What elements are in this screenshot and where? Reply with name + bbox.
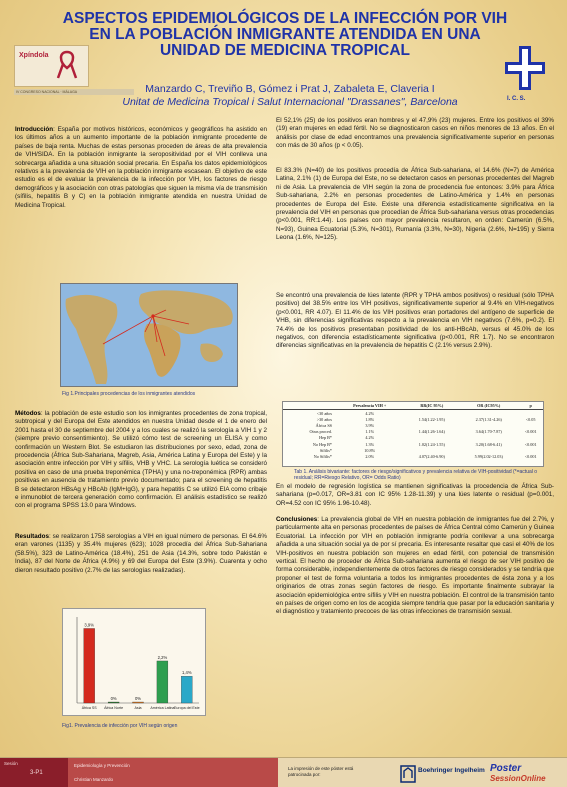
table-cell: África SS	[315, 422, 332, 428]
table-cell: 5.99(2.02-12.03)	[474, 453, 503, 459]
bar	[157, 661, 168, 703]
table-cell	[404, 410, 459, 417]
table-cell: 1.02(1.24-1.55)	[418, 441, 445, 447]
congress-bar: IV CONGRESO NACIONAL · MÁLAGA	[14, 89, 134, 95]
session-label: Sesión	[4, 761, 18, 766]
tick-label: América Latina	[150, 706, 175, 710]
table-cell: 1.54(1.22-1.95)	[418, 416, 445, 422]
congress-logo	[14, 45, 89, 87]
table-cell: 3.9%	[365, 422, 375, 428]
table-row	[283, 410, 543, 417]
poster-session-word2: SessionOnline	[490, 774, 546, 783]
poster-title: ASPECTOS EPIDEMIOLÓGICOS DE LA INFECCIÓN POR VIH EN LA POBLACIÓN INMIGRANTE ATENDIDA EN UNA UNIDAD DE MEDICINA TROPICAL	[62, 10, 508, 59]
data-label: 3,9%	[84, 622, 94, 628]
conclusions-label: Conclusiones	[276, 516, 318, 523]
prevalence-chart	[62, 608, 206, 716]
table-cell: 3.64(1.70-7.87)	[475, 429, 502, 435]
boehringer-name: Boehringer Ingelheim	[418, 767, 485, 774]
table-body	[283, 410, 543, 460]
results-label: Resultados	[15, 533, 49, 540]
table-header-row	[283, 402, 543, 410]
table-header-cell: RR(IC 95%)	[404, 402, 459, 410]
table-cell: <0.05	[525, 416, 536, 422]
table-caption: Tab 1. Análisis bivariante: factores de riesgo/significativos y prevalencia relativa de VIH-positividad (*=actual o residual; RR=Riesgo Relativo, OR= Odds Ratio)	[294, 469, 538, 481]
table-cell: 1.8%	[365, 416, 375, 422]
table-cell	[459, 410, 518, 417]
topic-label: Epidemiología y Prevención	[74, 763, 130, 768]
poster-footer	[0, 757, 567, 787]
table-cell: <0.001	[524, 441, 537, 447]
topic-box	[68, 758, 278, 787]
tick-label: África SS	[81, 706, 97, 710]
tick-label: Asia	[134, 706, 142, 710]
table-row	[283, 453, 543, 459]
bar	[84, 628, 95, 703]
table-cell: Otras proced.	[309, 429, 332, 435]
session-box	[0, 758, 68, 787]
conclusions-text: : La prevalencia global de VIH en nuestra población de inmigrantes fue del 2.7%, y particularmente alta en personas procedentes de países de África Central cómo Camerún y Guinea Ecuatorial. La infección por VIH en población inmigrante podría conllevar a una sobrecarga añadida a una situación social ya de por sí precaria. Es interesante resaltar que casi el 40% de los VIH-positivos en nuestra población son mujeres en edad fértil, con potencial de transmisión vertical. El hecho de proceder de África Sub-sahariana aumenta el riesgo de ser VIH positivo de forma considerable, independientemente de otros factores de riesgo considerados y se tendría que proponer el test de forma voluntaria a todos los inmigrantes procedentes de ésta zona y a los originarios de otras zonas según factores de riesgo. Es importante finalmente subrayar la asociación epidemiológica entre sífilis y VIH en nuestra población. El control de la transmisión tanto en países de origen como en los de acogida siempre tendría que pasar por la educación sanitaria y el diagnóstico y tratamiento precoces de las otras infecciones de transmisión sexual.	[276, 516, 554, 616]
bar	[108, 702, 119, 703]
regression-result: En el modelo de regresión logística se mantienen significativas la procedencia de África Sub-sahariana (p=0.017, OR=3.81 con IC 95% 1.28-11.39) y una lúes latente o residual (p=0.001, OR=4.52 con IC 95% 1.96-10.48).	[276, 483, 554, 507]
poster-session-word1: Poster	[490, 763, 522, 774]
bivariate-table-grid	[283, 402, 543, 460]
data-label: 2,2%	[157, 654, 168, 660]
methods-text: : la población de este estudio son los inmigrantes procedentes de zona tropical, subtropical y del Europa del Este atendidos en nuestra Unidad desde el 1 de enero del 2001 hasta el 30 de septiembre del 2004 y a los cuales se realizó la serología a VIH 1 y 2 (siempre previo consentimiento). Se utilizó cómo test de screening un ELISA y como confirmación un Western Blot. Se estudiaron las distribuciones por sexo, edad, zona de procedencia (África Sub-Sahariana, Magreb, Asia, América Latina y Europa del Este) y la asociación entre infección por VIH y sífilis, VHB y VHC. La serología luética se consideró positiva en caso de una prueba treponémica (TPHA) y una no-treponémica (RPR) ambas positivas en ausencia de tratamiento previo documentado; para el screening de hepatitis B se detectaron HBsAg y HBcAb (IgM+IgG), y para hepatitis C se utilizó EIA como cribaje e inmunoblot de tercera generación como confirmación. El análisis estadístico se realizó con el programa SPSS 13.0 para Windows.	[15, 410, 267, 510]
table-cell: 2.37(1.31-4.26)	[475, 416, 502, 422]
session-code: 3-P1	[30, 770, 43, 776]
congress-logo-text: Xpíndola	[19, 52, 49, 59]
table-cell: >30 años	[316, 416, 332, 422]
table-header-cell: OR (IC95%)	[459, 402, 518, 410]
table-cell: 1.44(1.26-1.64)	[418, 429, 445, 435]
table-cell: Hep B*	[319, 435, 332, 441]
table-cell: No Sífilis*	[313, 453, 332, 459]
authors: Manzardo C, Treviño B, Gómez i Prat J, Zabaleta E, Claveria I	[145, 83, 435, 95]
ribbon-icon	[55, 50, 79, 80]
data-label: 0%	[134, 696, 142, 701]
conclusions	[276, 516, 554, 617]
table-cell	[518, 410, 543, 417]
introduction	[15, 126, 267, 210]
results-coinfection: Se encontró una prevalencia de lúes latente (RPR y TPHA ambos positivos) o residual (sólo TPHA positivo) del 38.5% entre los VIH positivos, significativamente superior al 9.4% en VIH-negativos (p<0.001, RR 4.07). El 11.4% de los VIH positivos eran portadores del antígeno de superficie de VHB, sin diferencias significativas respecto a la prevalencia en VIH negativos (7.6%, p=0.2). El 74.4% de los positivos presentaban positividad de los anti-HBcAb, versus el 45.0% de los negativos, con diferencia estadísticamente significativa (p<0.001, RR 1.7). No se encontraron diferencias significativas en la prevalencia de hepatitis C (2.1% versus 2.9%).	[276, 292, 554, 350]
table-cell: No Hep B*	[312, 441, 332, 447]
table-cell: Sífilis*	[319, 447, 332, 453]
results-origin: El 83.3% (N=40) de los positivos procedía de África Sub-sahariana, el 14.6% (N=7) de América Latina, 2.1% (1) de Europa del Este, no se detectaron casos en personas procedentes del Magreb ni de Asia. La prevalencia de VIH según la zona de procedencia fue entonces: 3.9% para África Sub-sahariana, 2.2% en personas procedentes de Latino-América y 1.4% en personas procedentes de Europa del Este. Existe una diferencia estadísticamente significativa en la prevalencia del VIH en personas que procedían de África Sub-sahariana versus otras procedencias (p<0.001, RR:1.44). Los países con mayor prevalencia resultaron, en orden: Camerún (6.5%, N=93), Guinea Ecuatorial (5.3%, N=301), Rumanía (3.3%, N=30), Nigeria (2.6%, N=195) y Sierra Leona (1.6%, N=125).	[276, 167, 554, 242]
table-header-cell: Prevalencia VIH +	[335, 402, 404, 410]
intro-label: Introducción	[15, 126, 54, 133]
ics-label: I. C. S.	[507, 96, 526, 102]
table-cell: <0.001	[524, 453, 537, 459]
bivariate-table	[282, 401, 544, 467]
tick-label: África Norte	[104, 706, 124, 710]
world-map-graphic	[61, 284, 238, 387]
map-caption: Fig 1.Principales procedencias de los inmigrantes atendidos	[62, 391, 196, 397]
sponsor-note: La impresión de este póster está patrocinada por:	[288, 766, 354, 777]
data-label: 0%	[110, 696, 117, 701]
table-cell: <30 años	[316, 410, 332, 416]
tick-label: Europa del Este	[174, 706, 200, 710]
world-map	[60, 283, 238, 387]
table-cell: 1.3%	[365, 441, 375, 447]
table-cell: 10.8%	[364, 447, 376, 453]
bar	[181, 676, 192, 703]
intro-text: : España por motivos históricos, económicos y geográficos ha asistido en los últimos años a un aumento importante de la población inmigrante procedente de países de baja renta. Muchas de estas personas proceden de áreas de alta prevalencia de VIH/SIDA. En la población inmigrante la seropositividad por el VIH conlleva una sobrecarga añadida a una situación social precaria. En España los datos epidemiológicos relativos a la prevalencia de VIH en la población inmigrante escasean. El objetivo de este estudio es el de evaluar la prevalencia de la infección por VIH, los factores de riesgo demográficos y la asociación con otras patologías que siguen la misma vía de transmisión (sífilis, hepatitis B y C) en la población inmigrante atendida en nuestra Unidad de Medicina Tropical.	[15, 126, 267, 209]
boehringer-icon	[400, 765, 416, 783]
table-cell: <0.001	[524, 429, 537, 435]
table-cell: 1.1%	[365, 429, 375, 435]
bar	[133, 702, 144, 703]
table-cell: 4.2%	[365, 435, 375, 441]
methods-label: Métodos	[15, 410, 41, 417]
boehringer-logo	[400, 764, 485, 784]
poster-session-logo	[490, 761, 565, 785]
poster-header	[0, 0, 567, 110]
table-header-cell: p	[518, 402, 543, 410]
affiliation: Unitat de Medicina Tropical i Salut Internacional "Drassanes", Barcelona	[122, 96, 458, 108]
table-cell: 2.0%	[365, 453, 375, 459]
results	[15, 533, 267, 575]
prevalence-chart-svg	[63, 609, 207, 717]
table-cell: 4.2%	[365, 410, 375, 416]
author-label: Christian Manzardo	[74, 777, 114, 782]
table-header-cell	[283, 402, 335, 410]
results-sex: El 52,1% (25) de los positivos eran hombres y el 47,9% (23) mujeres. Entre los positivos el 39% (19) eran mujeres en edad fértil. No se diagnosticaron casos en niños menores de 13 años. En el análisis por clase de edad encontramos una prevalencia significativamente superior en personas con más de 30 años (p < 0.05).	[276, 117, 554, 150]
results-text: : se realizaron 1758 serologías a VIH en igual número de personas. El 64.6% eran varones (1135) y 35.4% mujeres (623); 1028 procedía del África Sub-Sahariana (58.5%), 323 de Latino-América (18.4%), 251 de Asia (14.3%, sobre todo Pakistán e India), 87 del Norte de África (4.9%) y 69 del Europa del Este (3.9%). Cuarenta y ocho dieron resultado positivo (2.7% de las serologías realizadas).	[15, 533, 267, 574]
table-cell: 4.07(2.40-6.90)	[418, 453, 445, 459]
chart-caption: Fig1. Prevalencia de infección por VIH según origen	[62, 723, 178, 729]
methods	[15, 410, 267, 511]
table-cell: 3.20(1.68-6.41)	[475, 441, 502, 447]
data-label: 1,4%	[182, 670, 192, 676]
ics-cross-icon	[503, 44, 547, 92]
